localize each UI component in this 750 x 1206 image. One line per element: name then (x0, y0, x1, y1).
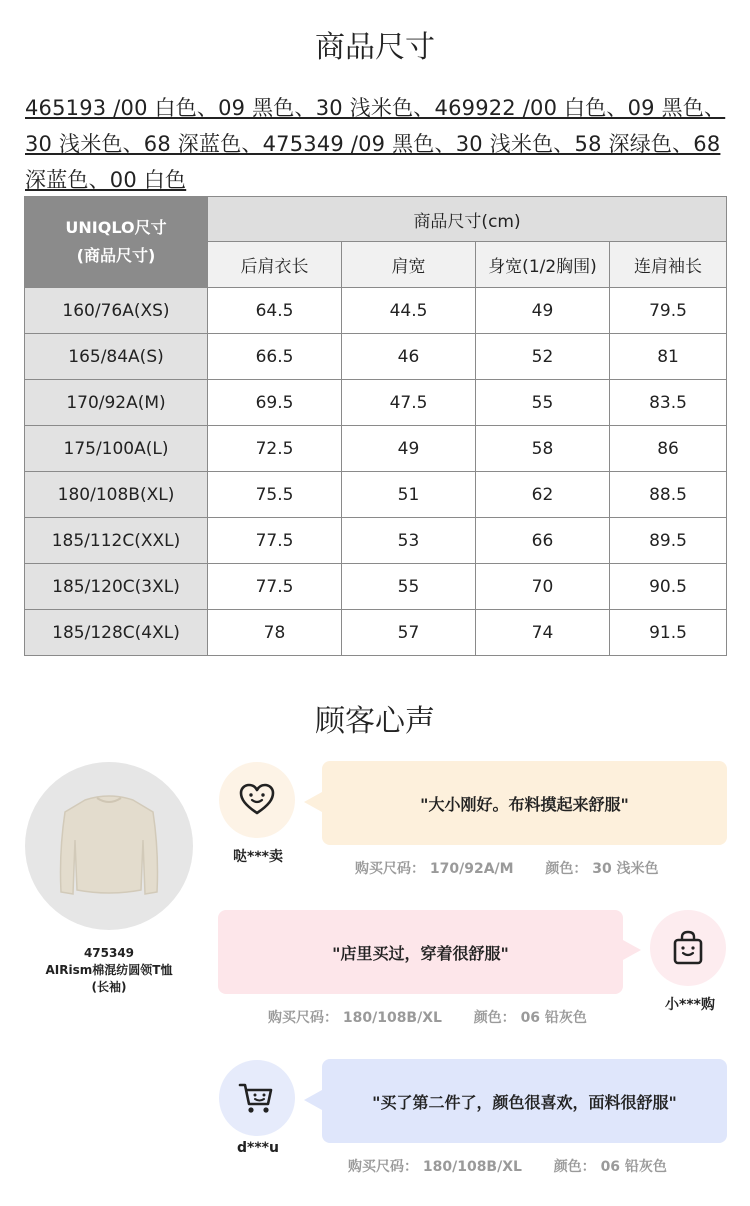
table-row (25, 472, 727, 518)
value-cell: 69.5 (208, 380, 342, 426)
value-cell: 49 (342, 426, 476, 472)
reviewer-avatar (650, 910, 726, 986)
value-cell: 58 (476, 426, 610, 472)
size-label: 购买尺码： (268, 1010, 338, 1026)
reviewer-nickname: 小***购 (665, 997, 715, 1013)
shopping-bag-icon (668, 928, 708, 968)
size-value: 170/92A/M (429, 861, 514, 877)
value-cell: 66 (476, 518, 610, 564)
brand-size-header-line1: UNIQLO尺寸 (65, 218, 167, 237)
color-label: 颜色： (473, 1010, 516, 1026)
value-cell: 55 (342, 564, 476, 610)
review-text: "大小刚好。布料摸起来舒服" (420, 794, 629, 814)
table-row (25, 288, 727, 334)
value-cell: 49 (476, 288, 610, 334)
size-cell: 185/112C(XXL) (25, 518, 208, 564)
review-bubble (322, 761, 727, 845)
size-label: 购买尺码： (348, 1159, 418, 1175)
product-image (25, 762, 193, 930)
size-cell: 180/108B(XL) (25, 472, 208, 518)
value-cell: 75.5 (208, 472, 342, 518)
product-name-suffix: (长袖) (91, 980, 127, 994)
value-cell: 70 (476, 564, 610, 610)
table-row (25, 564, 727, 610)
review-text: "店里买过，穿着很舒服" (332, 943, 509, 963)
color-label: 颜色： (553, 1159, 596, 1175)
value-cell: 57 (342, 610, 476, 656)
long-sleeve-shirt-image (25, 762, 193, 930)
value-cell: 88.5 (610, 472, 727, 518)
size-cell: 160/76A(XS) (25, 288, 208, 334)
review-meta (348, 1156, 667, 1176)
size-cell: 185/120C(3XL) (25, 564, 208, 610)
size-cell: 165/84A(S) (25, 334, 208, 380)
value-cell: 89.5 (610, 518, 727, 564)
value-cell: 79.5 (610, 288, 727, 334)
brand-size-header (25, 197, 208, 288)
value-cell: 86 (610, 426, 727, 472)
column-header: 身宽(1/2胸围) (476, 242, 610, 288)
color-value: 06 铅灰色 (600, 1159, 667, 1175)
reviewer-nickname: 哒***卖 (233, 849, 283, 865)
value-cell: 44.5 (342, 288, 476, 334)
value-cell: 51 (342, 472, 476, 518)
reviewer-avatar (219, 1060, 295, 1136)
table-row (25, 334, 727, 380)
product-code: 475349 (83, 946, 135, 960)
table-row (25, 426, 727, 472)
size-table (24, 196, 727, 656)
bubble-tail (304, 1090, 322, 1110)
value-cell: 53 (342, 518, 476, 564)
color-variants-note: 465193 /00 白色、09 黑色、30 浅米色、469922 /00 白色、09 黑色、30 浅米色、68 深蓝色、475349 /09 黑色、30 浅米色、58 深绿色、68 深蓝色、00 白色 (25, 96, 726, 192)
value-cell: 66.5 (208, 334, 342, 380)
brand-size-header-line2: (商品尺寸) (76, 246, 156, 265)
value-cell: 81 (610, 334, 727, 380)
table-row (25, 518, 727, 564)
value-cell: 91.5 (610, 610, 727, 656)
value-cell: 55 (476, 380, 610, 426)
value-cell: 64.5 (208, 288, 342, 334)
product-name: AIRism棉混纺圆领T恤 (45, 963, 173, 977)
bubble-tail (304, 792, 322, 812)
size-cell: 175/100A(L) (25, 426, 208, 472)
column-header: 肩宽 (342, 242, 476, 288)
size-value: 180/108B/XL (342, 1010, 442, 1026)
value-cell: 78 (208, 610, 342, 656)
column-header: 连肩袖长 (610, 242, 727, 288)
reviewer-nickname: d***u (237, 1140, 279, 1156)
value-cell: 90.5 (610, 564, 727, 610)
color-value: 06 铅灰色 (520, 1010, 587, 1026)
value-cell: 46 (342, 334, 476, 380)
size-cell: 185/128C(4XL) (25, 610, 208, 656)
column-header: 后肩衣长 (208, 242, 342, 288)
review-meta (355, 858, 659, 878)
value-cell: 74 (476, 610, 610, 656)
value-cell: 62 (476, 472, 610, 518)
table-row (25, 610, 727, 656)
color-value: 30 浅米色 (592, 861, 659, 877)
value-cell: 83.5 (610, 380, 727, 426)
size-cell: 170/92A(M) (25, 380, 208, 426)
value-cell: 47.5 (342, 380, 476, 426)
bubble-tail (623, 940, 641, 960)
shopping-cart-icon (237, 1078, 277, 1118)
reviewer-avatar (219, 762, 295, 838)
size-section-title: 商品尺寸 (315, 30, 435, 65)
measurement-group-header: 商品尺寸(cm) (208, 197, 727, 242)
value-cell: 72.5 (208, 426, 342, 472)
table-row (25, 380, 727, 426)
review-bubble (322, 1059, 727, 1143)
value-cell: 77.5 (208, 564, 342, 610)
product-caption (18, 945, 200, 996)
reviews-section-title: 顾客心声 (315, 704, 435, 739)
size-value: 180/108B/XL (422, 1159, 522, 1175)
color-label: 颜色： (545, 861, 588, 877)
heart-face-icon (237, 780, 277, 820)
size-label: 购买尺码： (355, 861, 425, 877)
review-meta (268, 1007, 587, 1027)
review-bubble (218, 910, 623, 994)
value-cell: 52 (476, 334, 610, 380)
review-text: "买了第二件了，颜色很喜欢，面料很舒服" (372, 1092, 677, 1112)
value-cell: 77.5 (208, 518, 342, 564)
